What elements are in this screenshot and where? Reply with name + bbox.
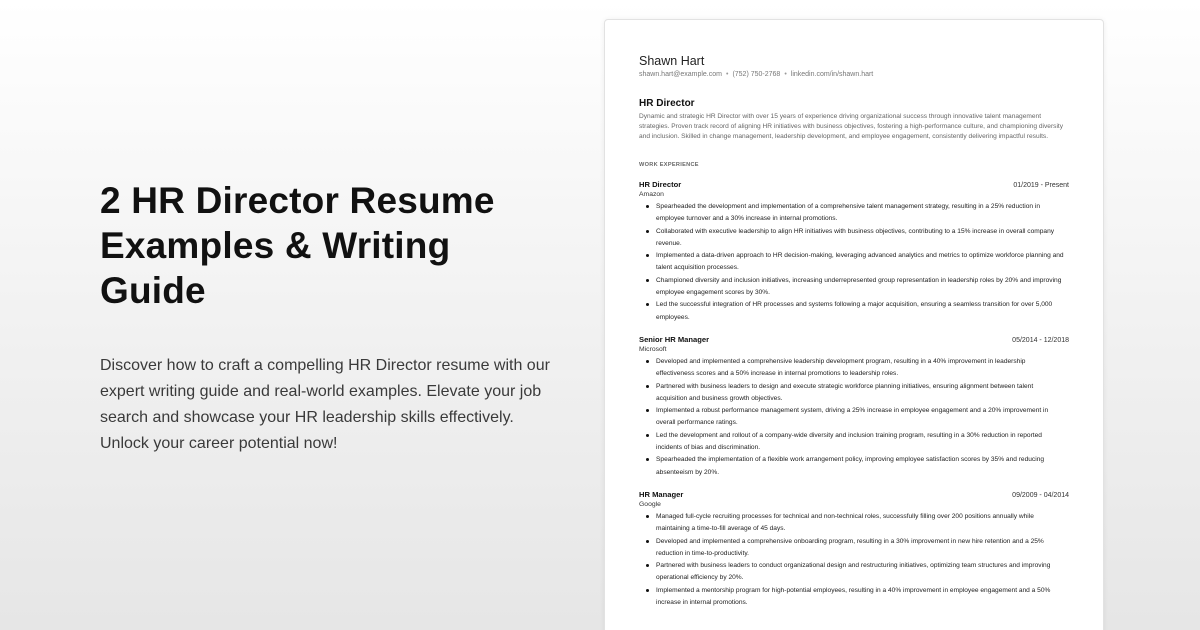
job-company: Microsoft <box>639 345 667 353</box>
bullet-item: Led the successful integration of HR processes and systems following a major acquisition, ensuring a seamless transition for over 5,000 employees. <box>645 299 1065 324</box>
resume-phone: (752) 750-2768 <box>732 71 781 78</box>
bullet-item: Collaborated with executive leadership to align HR initiatives with business objectives, contributing to a 15% increase in overall company revenue. <box>645 226 1065 251</box>
bullet-item: Developed and implemented a comprehensive onboarding program, resulting in a 30% improvement in new hire retention and a 25% reduction in time-to-productivity. <box>645 536 1065 561</box>
job-dates: 09/2009 - 04/2014 <box>1012 491 1069 499</box>
resume-title: HR Director <box>639 98 695 109</box>
job-bullets <box>639 511 1069 609</box>
job-dates: 05/2014 - 12/2018 <box>1012 336 1069 344</box>
page-description: Discover how to craft a compelling HR Director resume with our expert writing guide and real-world examples. Elevate your job search and showcase your HR leadership skills effectively. Unlock your career potential now! <box>100 357 550 452</box>
job-entry <box>639 335 1069 479</box>
job-title: HR Director <box>639 180 682 189</box>
bullet-item: Developed and implemented a comprehensive leadership development program, resulting in a 40% improvement in leadership effectiveness scores and a 50% increase in internal promotions to leadership roles. <box>645 356 1065 381</box>
bullet-item: Partnered with business leaders to conduct organizational design and restructuring initiatives, optimizing team structures and improving operational efficiency by 20%. <box>645 560 1065 585</box>
bullet-item: Managed full-cycle recruiting processes for technical and non-technical roles, successfully filling over 200 positions annually while maintaining a time-to-fill average of 45 days. <box>645 511 1065 536</box>
section-heading: WORK EXPERIENCE <box>639 162 699 168</box>
job-entry <box>639 490 1069 609</box>
job-header <box>639 490 1069 499</box>
job-header <box>639 335 1069 344</box>
contact-separator: • <box>784 71 787 78</box>
bullet-item: Partnered with business leaders to design and execute strategic workforce planning initiatives, ensuring alignment between talent acquisition and business growth objectives. <box>645 381 1065 406</box>
bullet-item: Implemented a robust performance management system, driving a 25% increase in employee engagement and a 20% improvement in overall performance ratings. <box>645 405 1065 430</box>
job-dates: 01/2019 - Present <box>1013 182 1069 189</box>
job-title: Senior HR Manager <box>639 334 710 344</box>
job-company: Google <box>639 500 661 508</box>
resume-email: shawn.hart@example.com <box>639 71 722 78</box>
hero <box>100 178 560 457</box>
job-title: HR Manager <box>639 489 684 499</box>
bullet-item: Championed diversity and inclusion initiatives, increasing underrepresented group representation in leadership roles by 20% and improving employee engagement scores by 30%. <box>645 275 1065 300</box>
resume-name: Shawn Hart <box>639 54 705 68</box>
page-title: 2 HR Director Resume Examples & Writing Guide <box>100 180 495 311</box>
bullet-item: Spearheaded the development and implementation of a comprehensive talent management strategy, resulting in a 25% reduction in employee turnover and a 30% increase in internal promotions. <box>645 201 1065 226</box>
job-header <box>639 180 1069 189</box>
resume-preview <box>604 19 1104 630</box>
job-entry <box>639 180 1069 324</box>
bullet-item: Led the development and rollout of a company-wide diversity and inclusion training program, resulting in a 30% reduction in reported incidents of bias and discrimination. <box>645 430 1065 455</box>
work-experience-list <box>639 180 1069 609</box>
bullet-item: Implemented a mentorship program for high-potential employees, resulting in a 40% improvement in employee engagement and a 50% increase in internal promotions. <box>645 585 1065 610</box>
bullet-item: Spearheaded the implementation of a flexible work arrangement policy, improving employee satisfaction scores by 35% and reducing absenteeism by 20%. <box>645 454 1065 479</box>
resume-linkedin: linkedin.com/in/shawn.hart <box>790 71 874 78</box>
bullet-item: Implemented a data-driven approach to HR decision-making, leveraging advanced analytics and metrics to optimize workforce planning and talent acquisition processes. <box>645 250 1065 275</box>
contact-separator: • <box>725 71 729 78</box>
resume-summary: Dynamic and strategic HR Director with over 15 years of experience driving organizational success through innovative talent management strategies. Proven track record of aligning HR initiatives with business objectives, fostering a high-performance culture, and championing diversity and inclusion. Skilled in change management, leadership development, and employee engagement, consistently delivering impactful results. <box>639 113 1064 140</box>
job-bullets <box>639 356 1069 479</box>
job-bullets <box>639 201 1069 324</box>
resume-contact <box>639 71 1069 78</box>
job-company: Amazon <box>639 191 664 198</box>
